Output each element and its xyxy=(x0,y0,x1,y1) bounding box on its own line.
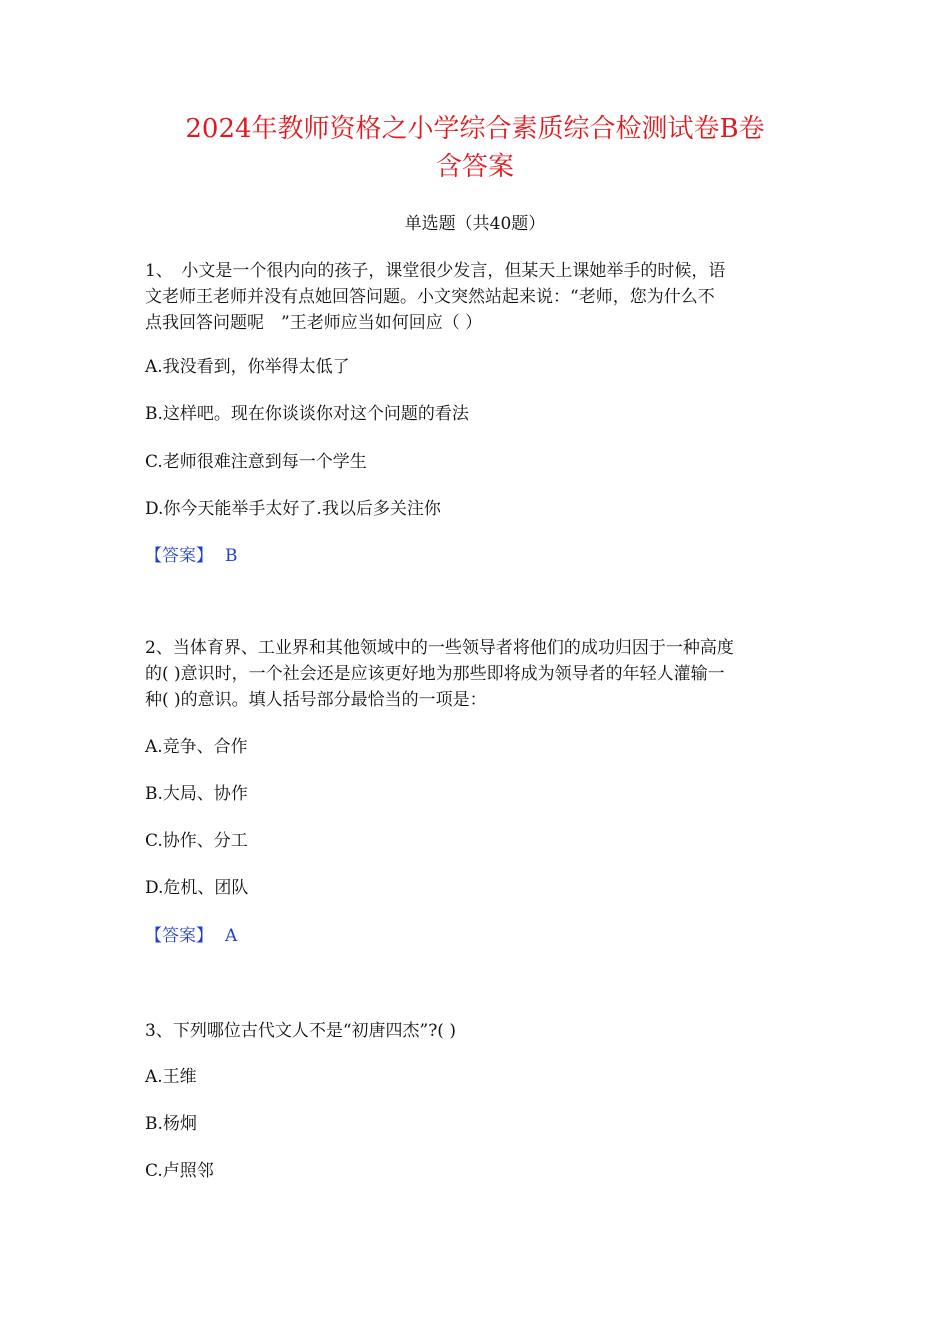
question-1-option-c: C.老师很难注意到每一个学生 xyxy=(145,452,367,472)
question-text-line: 文老师王老师并没有点她回答问题。小文突然站起来说：“老师，您为什么不 xyxy=(145,287,715,307)
question-3-option-a: A.王维 xyxy=(145,1067,197,1087)
question-2-option-d: D.危机、团队 xyxy=(145,878,249,898)
question-2-option-b: B.大局、协作 xyxy=(145,784,248,804)
question-3-stem xyxy=(145,1018,815,1044)
question-1-option-b: B.这样吧。现在你谈谈你对这个问题的看法 xyxy=(145,404,469,424)
document-title xyxy=(120,110,830,186)
question-text-line: 1、 小文是一个很内向的孩子，课堂很少发言，但某天上课她举手的时候，语 xyxy=(145,261,726,281)
question-1-option-d: D.你今天能举手太好了.我以后多关注你 xyxy=(145,499,441,519)
question-text-line: 的( )意识时，一个社会还是应该更好地为那些即将成为领导者的年轻人灌输一 xyxy=(145,664,725,684)
question-1-answer xyxy=(145,544,238,568)
question-text-line: 种( )的意识。填人括号部分最恰当的一项是： xyxy=(145,690,487,710)
question-2-stem xyxy=(145,635,815,713)
question-text-line: 点我回答问题呢 ”王老师应当如何回应（ ） xyxy=(145,313,483,333)
answer-value: A xyxy=(225,926,238,946)
question-2-option-c: C.协作、分工 xyxy=(145,831,248,851)
answer-label: 【答案】 xyxy=(145,546,213,566)
section-heading: 单选题（共40题） xyxy=(404,214,546,234)
title-line-2: 含答案 xyxy=(435,152,514,182)
question-text-line: 2、当体育界、工业界和其他领域中的一些领导者将他们的成功归因于一种高度 xyxy=(145,638,734,658)
question-3-option-c: C.卢照邻 xyxy=(145,1161,214,1181)
question-3-option-b: B.杨炯 xyxy=(145,1114,197,1134)
question-2-answer xyxy=(145,924,237,948)
answer-label: 【答案】 xyxy=(145,926,213,946)
question-2-option-a: A.竞争、合作 xyxy=(145,737,248,757)
answer-value: B xyxy=(225,546,238,566)
question-1-stem xyxy=(145,258,815,336)
question-1-option-a: A.我没看到，你举得太低了 xyxy=(145,357,350,377)
title-line-1: 2024年教师资格之小学综合素质综合检测试卷B卷 xyxy=(185,114,765,144)
question-text-line: 3、下列哪位古代文人不是“初唐四杰”?( ) xyxy=(145,1021,456,1041)
